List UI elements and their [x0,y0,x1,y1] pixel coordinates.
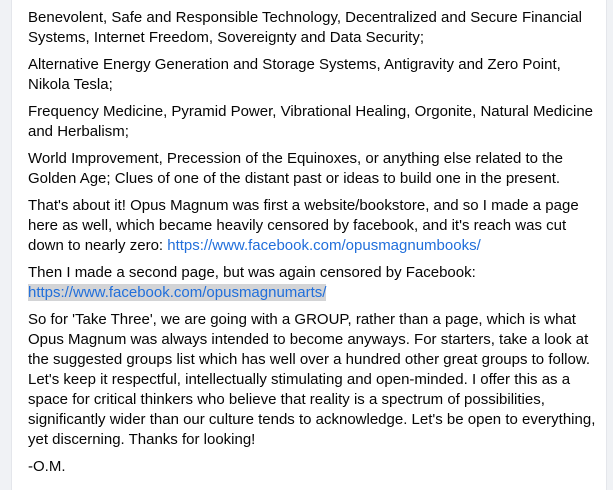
post-panel [11,0,607,490]
post-paragraph-history [28,196,600,256]
post-paragraph-golden-age: World Improvement, Precession of the Equinoxes, or anything else related to the Golden Age; Clues of one of the distant past or ideas to build one in the present. [28,150,564,187]
second-page-text: Then I made a second page, but was again censored by Facebook: [28,264,476,281]
post-paragraph-group: So for 'Take Three', we are going with a GROUP, rather than a page, which is what Opus Magnum was always intended to become anyways. For starters, take a look at the suggested groups list which has well over a hundred other great groups to follow. Let's keep it respectful, intellectually stimulating and open-minded. I offer this as a space for critical thinkers who believe that reality is a spectrum of possibilities, significantly wider than our culture tends to acknowledge. Let's be open to everything, yet discerning. Thanks for looking! [28,311,596,448]
books-page-link[interactable]: https://www.facebook.com/opusmagnumbooks/ [167,237,481,254]
post-paragraph-second-page [28,263,600,303]
post-body [28,8,600,484]
post-paragraph-medicine: Frequency Medicine, Pyramid Power, Vibrational Healing, Orgonite, Natural Medicine and Herbalism; [28,103,593,140]
post-paragraph-energy: Alternative Energy Generation and Storage Systems, Antigravity and Zero Point, Nikola Tesla; [28,56,561,93]
arts-page-link[interactable]: https://www.facebook.com/opusmagnumarts/ [28,284,327,301]
history-text: That's about it! Opus Magnum was first a website/bookstore, and so I made a page here as well, which became heavily censored by facebook, and it's reach was cut down to nearly zero: [28,197,579,254]
post-paragraph-technology: Benevolent, Safe and Responsible Technology, Decentralized and Secure Financial Systems, Internet Freedom, Sovereignty and Data Security; [28,9,582,46]
post-signature: -O.M. [28,458,66,475]
